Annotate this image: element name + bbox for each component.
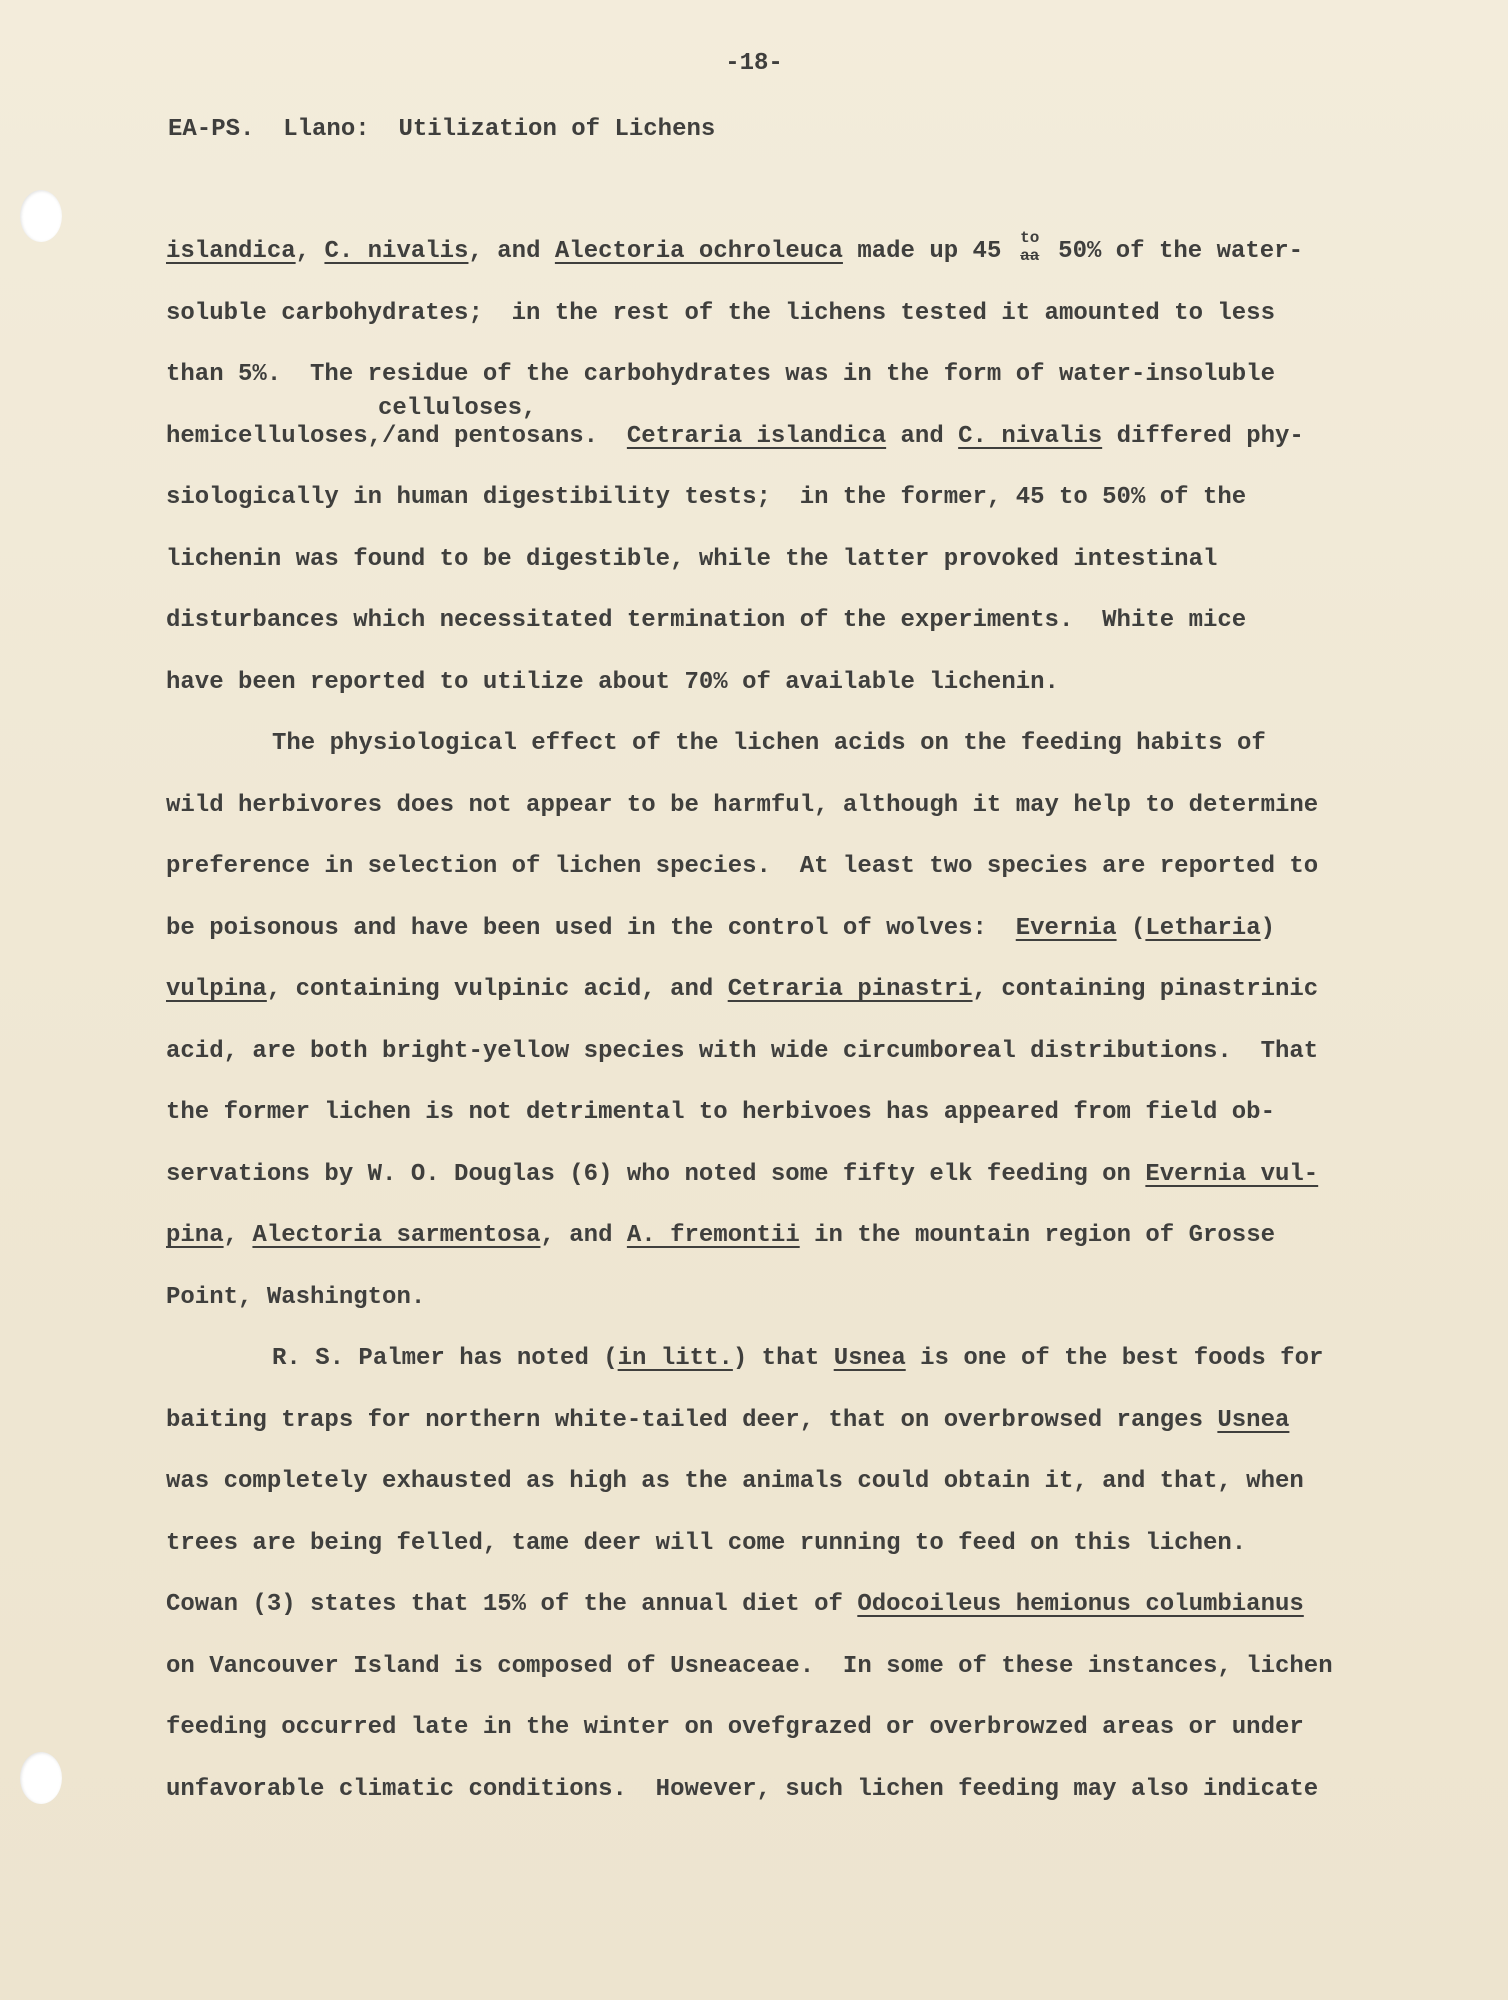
- text-segment: on Vancouver Island is composed of Usneaceae. In some of these instances, lichen: [166, 1652, 1333, 1680]
- text-line: [166, 909, 1406, 971]
- text-line: [166, 1462, 1406, 1524]
- text-segment: The physiological effect of the lichen acids on the feeding habits of: [272, 730, 1266, 757]
- text-segment: than 5%. The residue of the carbohydrates was in the form of water-insoluble: [166, 361, 1275, 388]
- text-segment: 50% of the water-: [1043, 238, 1304, 265]
- text-segment: acid, are both bright-yellow species with wide circumboreal distributions. That: [166, 1037, 1319, 1065]
- text-segment: , and: [540, 1222, 627, 1249]
- text-segment: (: [1116, 914, 1146, 942]
- text-line: [166, 1278, 1406, 1340]
- inserted-ratio-mark: [1016, 229, 1044, 272]
- text-segment: have been reported to utilize about 70% of available lichenin.: [166, 668, 1059, 696]
- text-line: [166, 1647, 1406, 1709]
- text-line: [166, 1770, 1406, 1832]
- text-line: [166, 1216, 1406, 1278]
- text-line: [166, 478, 1406, 540]
- text-segment: was completely exhausted as high as the animals could obtain it, and that, when: [166, 1468, 1304, 1495]
- text-segment: preference in selection of lichen species. At least two species are reported to: [166, 853, 1319, 880]
- document-body: [166, 229, 1406, 1831]
- text-segment: and: [886, 422, 959, 450]
- underlined-taxon: Alectoria ochroleuca: [554, 238, 843, 265]
- underlined-taxon: Evernia vul-: [1145, 1160, 1319, 1188]
- text-line: [166, 847, 1406, 909]
- underlined-taxon: vulpina: [166, 976, 267, 1003]
- underlined-taxon: in litt.: [617, 1345, 733, 1372]
- text-segment: differed phy-: [1102, 422, 1304, 450]
- text-line: [166, 786, 1406, 848]
- text-segment: ,: [223, 1222, 253, 1249]
- text-segment: trees are being felled, tame deer will come running to feed on this lichen.: [166, 1529, 1247, 1557]
- typed-insertion: celluloses,: [378, 394, 537, 422]
- underlined-taxon: Usnea: [833, 1345, 906, 1372]
- text-line: [166, 1093, 1406, 1155]
- underlined-taxon: Odocoileus hemionus columbianus: [857, 1591, 1304, 1618]
- text-line: [166, 1708, 1406, 1770]
- text-segment: R. S. Palmer has noted (: [272, 1345, 618, 1372]
- punch-hole-bottom: [20, 1752, 62, 1804]
- underlined-taxon: Alectoria sarmentosa: [252, 1222, 541, 1249]
- punch-hole-top: [20, 190, 62, 242]
- text-segment: hemicelluloses,/and pentosans.: [166, 422, 627, 450]
- text-segment: , and: [468, 238, 555, 265]
- text-segment: be poisonous and have been used in the control of wolves:: [166, 914, 1016, 942]
- text-segment: siologically in human digestibility tests; in the former, 45 to 50% of the: [166, 484, 1247, 511]
- text-segment: the former lichen is not detrimental to herbivoes has appeared from field ob-: [166, 1099, 1275, 1126]
- text-segment: ,: [295, 238, 325, 265]
- text-line: [166, 1401, 1406, 1463]
- text-segment: in the mountain region of Grosse: [799, 1222, 1275, 1249]
- text-line: [166, 1155, 1406, 1217]
- text-segment: feeding occurred late in the winter on ovefgrazed or overbrowzed areas or under: [166, 1714, 1304, 1741]
- text-segment: unfavorable climatic conditions. However, such lichen feeding may also indicate: [166, 1775, 1319, 1803]
- underlined-taxon: C. nivalis: [324, 238, 469, 265]
- text-line: [166, 1032, 1406, 1094]
- text-segment: , containing vulpinic acid, and: [266, 976, 728, 1003]
- insertion-to: to: [1020, 229, 1040, 247]
- text-line: [166, 970, 1406, 1032]
- underlined-taxon: A. fremontii: [626, 1222, 800, 1249]
- text-segment: ) that: [732, 1345, 834, 1372]
- text-line: [166, 394, 1406, 479]
- text-line: [166, 601, 1406, 663]
- text-segment: is one of the best foods for: [905, 1345, 1324, 1372]
- struck-text: aa: [1020, 247, 1040, 265]
- underlined-taxon: Cetraria islandica: [626, 422, 887, 450]
- text-segment: ): [1260, 914, 1276, 942]
- text-line: [166, 540, 1406, 602]
- text-segment: made up 45: [842, 238, 1016, 265]
- text-segment: wild herbivores does not appear to be harmful, although it may help to determine: [166, 791, 1319, 819]
- underlined-taxon: pina: [166, 1222, 224, 1249]
- text-line: [166, 294, 1406, 356]
- underlined-taxon: Letharia: [1145, 914, 1261, 942]
- underlined-taxon: Evernia: [1015, 914, 1117, 942]
- text-line: [166, 663, 1406, 725]
- text-segment: soluble carbohydrates; in the rest of the lichens tested it amounted to less: [166, 299, 1275, 327]
- text-segment: servations by W. O. Douglas (6) who noted some fifty elk feeding on: [166, 1160, 1146, 1188]
- text-line: [166, 724, 1406, 786]
- underlined-taxon: islandica: [166, 238, 296, 265]
- text-segment: Point, Washington.: [166, 1283, 426, 1311]
- text-line: [166, 229, 1406, 294]
- text-segment: Cowan (3) states that 15% of the annual diet of: [166, 1591, 858, 1618]
- underlined-taxon: Usnea: [1217, 1406, 1290, 1434]
- underlined-taxon: C. nivalis: [958, 422, 1103, 450]
- text-segment: disturbances which necessitated termination of the experiments. White mice: [166, 607, 1247, 634]
- text-segment: , containing pinastrinic: [972, 976, 1319, 1003]
- text-line: [166, 1585, 1406, 1647]
- page-number: -18-: [725, 50, 783, 77]
- text-line: [166, 1339, 1406, 1401]
- text-line: [166, 1524, 1406, 1586]
- text-segment: baiting traps for northern white-tailed deer, that on overbrowsed ranges: [166, 1406, 1218, 1434]
- text-line: [166, 355, 1406, 417]
- underlined-taxon: Cetraria pinastri: [727, 976, 973, 1003]
- text-segment: lichenin was found to be digestible, while the latter provoked intestinal: [166, 545, 1218, 573]
- document-header: EA-PS. Llano: Utilization of Lichens: [168, 116, 716, 143]
